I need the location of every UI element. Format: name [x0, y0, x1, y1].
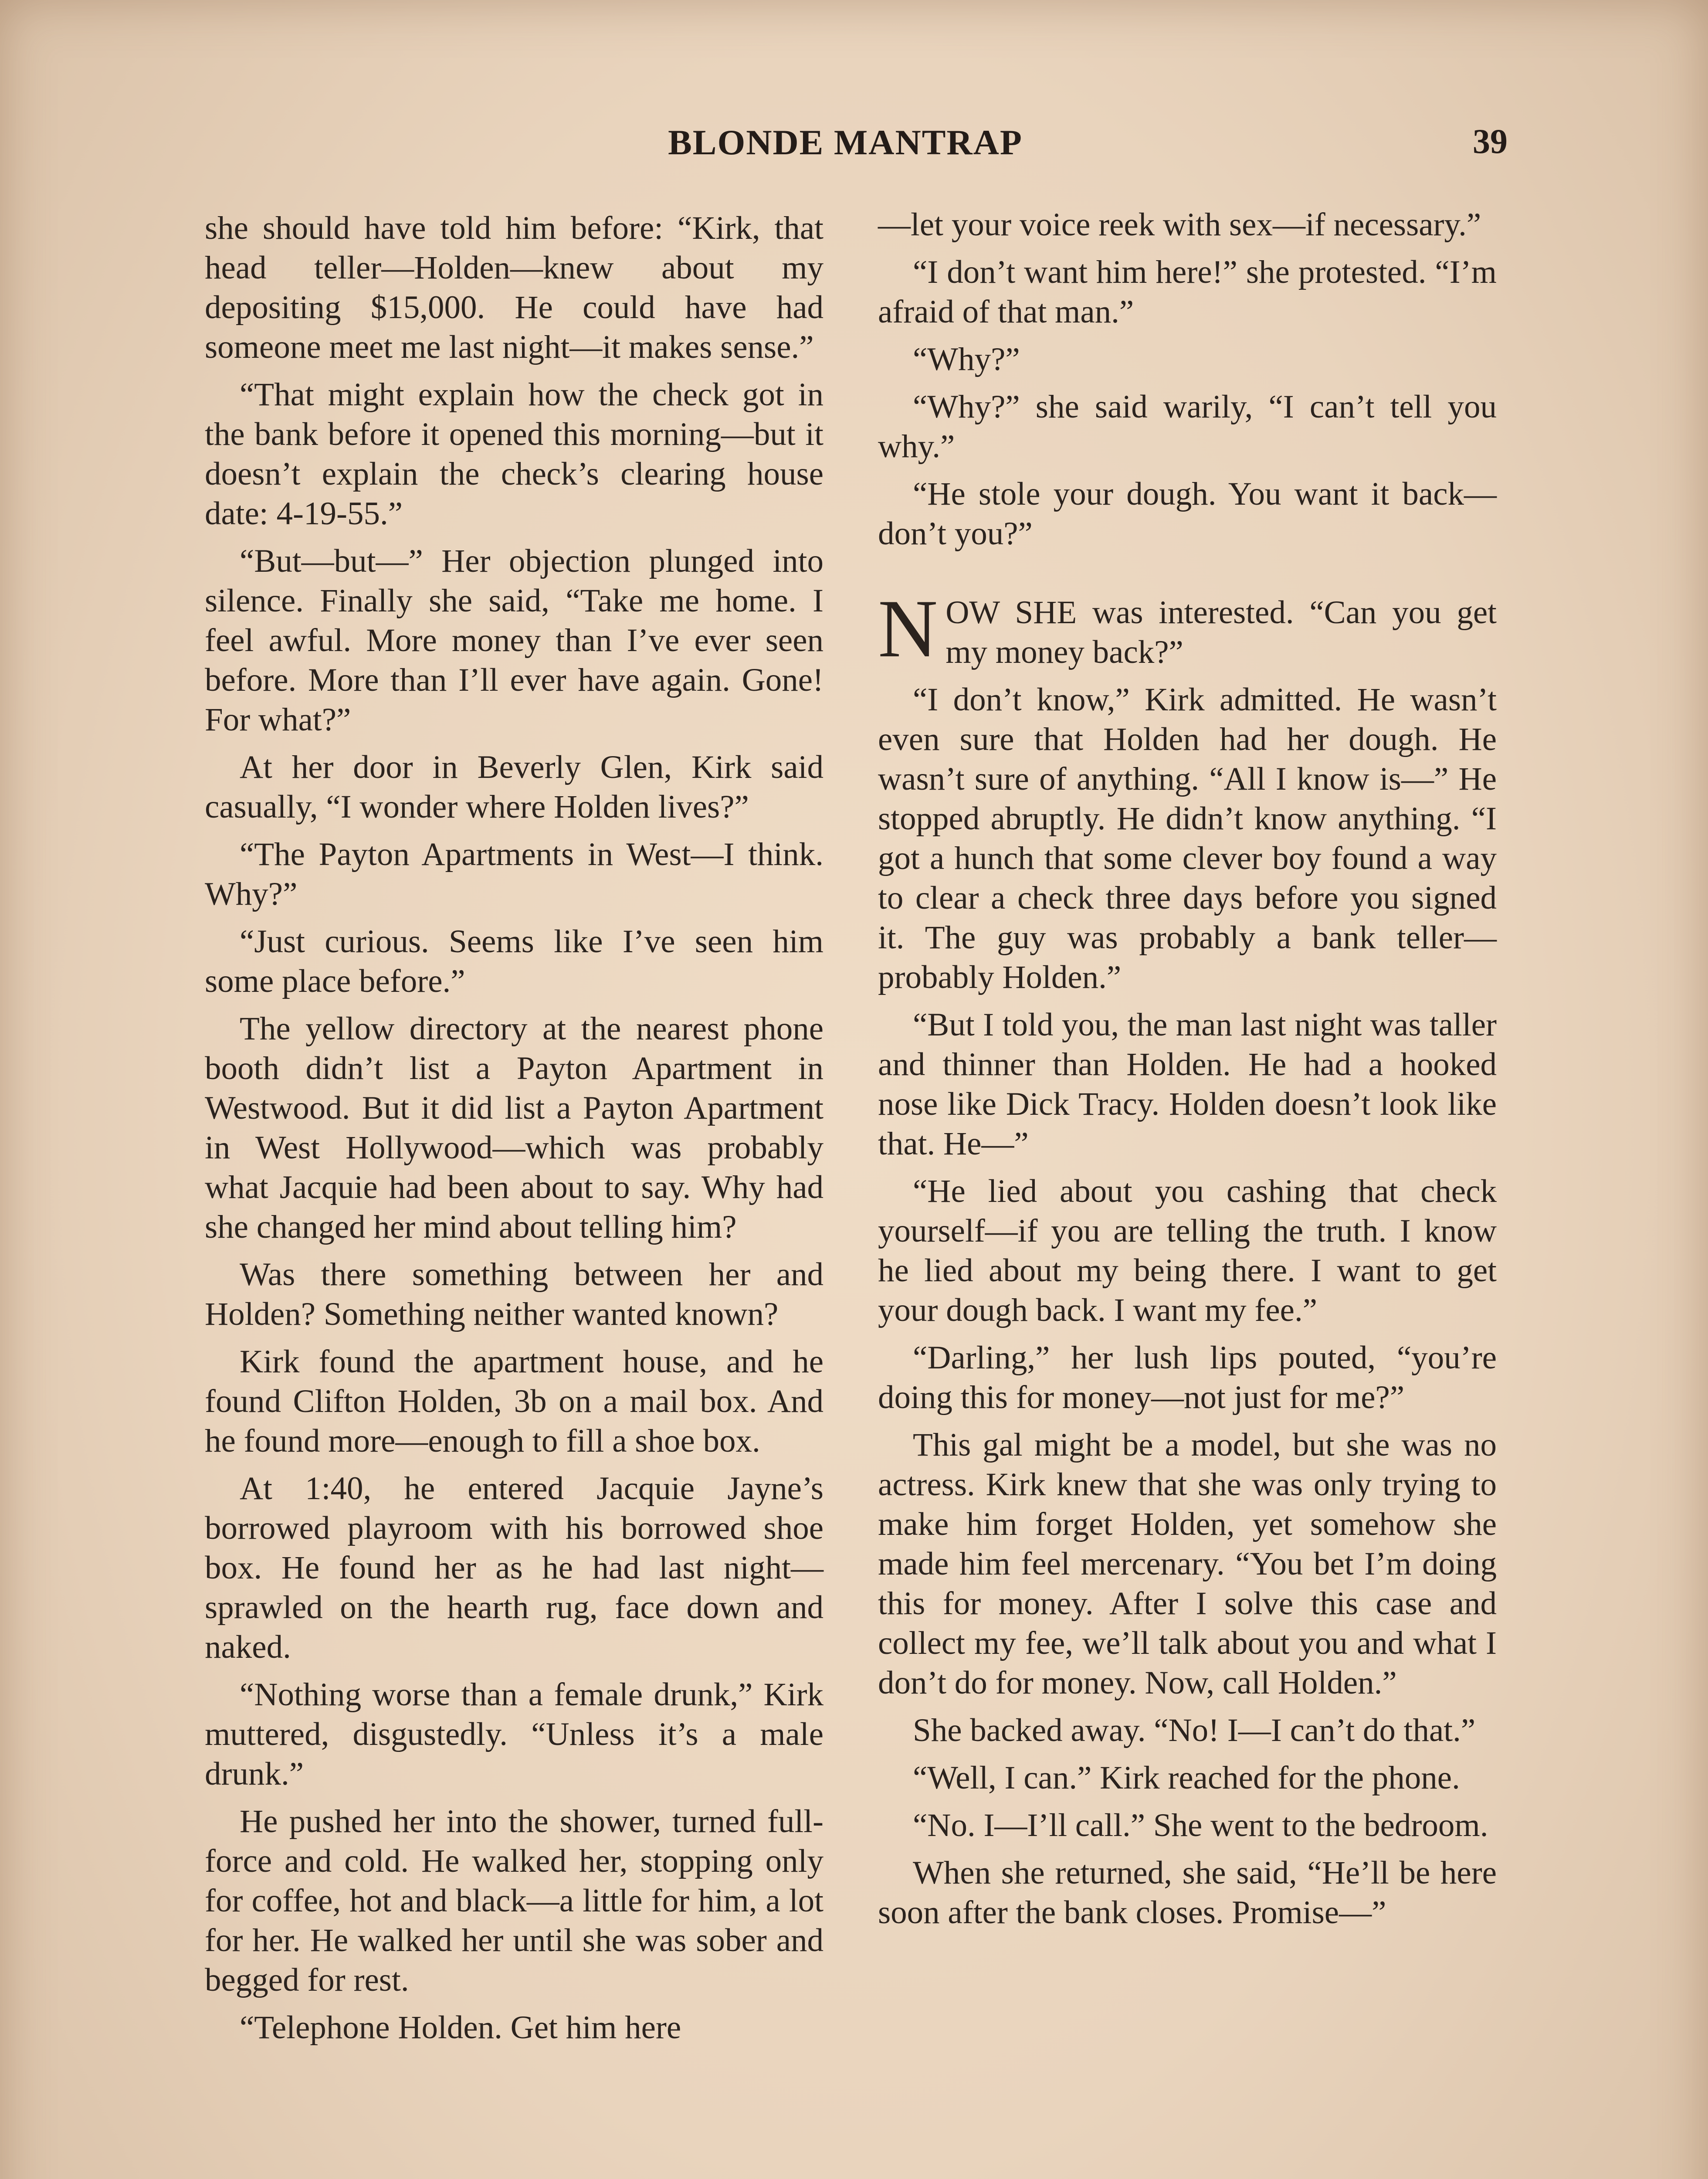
paragraph: “Why?”	[913, 341, 1020, 377]
page-number: 39	[1473, 122, 1508, 161]
paragraph: “That might explain how the check got in the bank before it opened this morning—but it doesn’t explain the check’s clearing house date: 4-19-55.”	[205, 377, 824, 532]
paragraph: This gal might be a model, but she was no actress. Kirk knew that she was only trying to make him forget Holden, yet somehow she made him feel mercenary. “You bet I’m doing this for money. After I solve this case and collect my fee, we’ll talk about you and what I don’t do for money. Now, call Holden.”	[878, 1427, 1497, 1701]
paragraph: “Well, I can.” Kirk reached for the phone.	[913, 1760, 1460, 1796]
paragraph: “Why?” she said warily, “I can’t tell you why.”	[878, 389, 1497, 465]
paragraph: At her door in Beverly Glen, Kirk said casually, “I wonder where Holden lives?”	[205, 749, 824, 825]
paragraph: “Telephone Holden. Get him here	[240, 2009, 681, 2046]
paragraph: “Nothing worse than a female drunk,” Kirk muttered, disgustedly. “Unless it’s a male drunk.”	[205, 1677, 824, 1792]
paragraph: “The Payton Apartments in West—I think. Why?”	[205, 836, 824, 912]
paragraph: At 1:40, he entered Jacquie Jayne’s borrowed playroom with his borrowed shoe box. He found her as he had last night—sprawled on the hearth rug, face down and naked.	[205, 1470, 824, 1665]
paragraph: He pushed her into the shower, turned full-force and cold. He walked her, stopping only for coffee, hot and black—a little for him, a lot for her. He walked her until she was sober and begged for rest.	[205, 1803, 824, 1998]
paragraph: “He lied about you cashing that check yourself—if you are telling the truth. I know he lied about my being there. I want to get your dough back. I want my fee.”	[878, 1173, 1497, 1328]
section-opening-text: OW SHE was interested. “Can you get my money back?”	[946, 594, 1497, 670]
paragraph: Was there something between her and Holden? Something neither wanted known?	[205, 1256, 824, 1332]
paragraph: “Just curious. Seems like I’ve seen him some place before.”	[205, 923, 824, 999]
paragraph: she should have told him before: “Kirk, that head teller—Holden—knew about my depositing $15,000. He could have had someone meet me last night—it makes sense.”	[205, 210, 824, 365]
left-column	[205, 208, 824, 2055]
right-column	[878, 205, 1497, 1940]
drop-cap: N	[878, 583, 938, 675]
paragraph: “But—but—” Her objection plunged into silence. Finally she said, “Take me home. I feel awful. More money than I’ve ever seen before. More than I’ll ever have again. Gone! For what?”	[205, 543, 824, 738]
paragraph: “Darling,” her lush lips pouted, “you’re doing this for money—not just for me?”	[878, 1340, 1497, 1415]
paragraph: —let your voice reek with sex—if necessary.”	[878, 207, 1481, 243]
paragraph: “I don’t want him here!” she protested. “I’m afraid of that man.”	[878, 254, 1497, 330]
paragraph: “No. I—I’ll call.” She went to the bedroom.	[913, 1807, 1488, 1843]
paragraph: The yellow directory at the nearest phone booth didn’t list a Payton Apartment in Westwood. But it did list a Payton Apartment in West Hollywood—which was probably what Jacquie had been about to say. Why had she changed her mind about telling him?	[205, 1011, 824, 1245]
paragraph: When she returned, she said, “He’ll be here soon after the bank closes. Promise—”	[878, 1855, 1497, 1931]
paragraph: “I don’t know,” Kirk admitted. He wasn’t even sure that Holden had her dough. He wasn’t sure of anything. “All I know is—” He stopped abruptly. He didn’t know anything. “I got a hunch that some clever boy found a way to clear a check three days before you signed it. The guy was probably a bank teller—probably Holden.”	[878, 682, 1497, 995]
section-opening-paragraph	[878, 583, 1497, 675]
paragraph: She backed away. “No! I—I can’t do that.”	[913, 1712, 1476, 1748]
paragraph: Kirk found the apartment house, and he found Clifton Holden, 3b on a mail box. And he found more—enough to fill a shoe box.	[205, 1344, 824, 1459]
paragraph: “But I told you, the man last night was taller and thinner than Holden. He had a hooked nose like Dick Tracy. Holden doesn’t look like that. He—”	[878, 1007, 1497, 1162]
running-head: BLONDE MANTRAP	[668, 122, 1023, 162]
paragraph: “He stole your dough. You want it back—don’t you?”	[878, 476, 1497, 552]
